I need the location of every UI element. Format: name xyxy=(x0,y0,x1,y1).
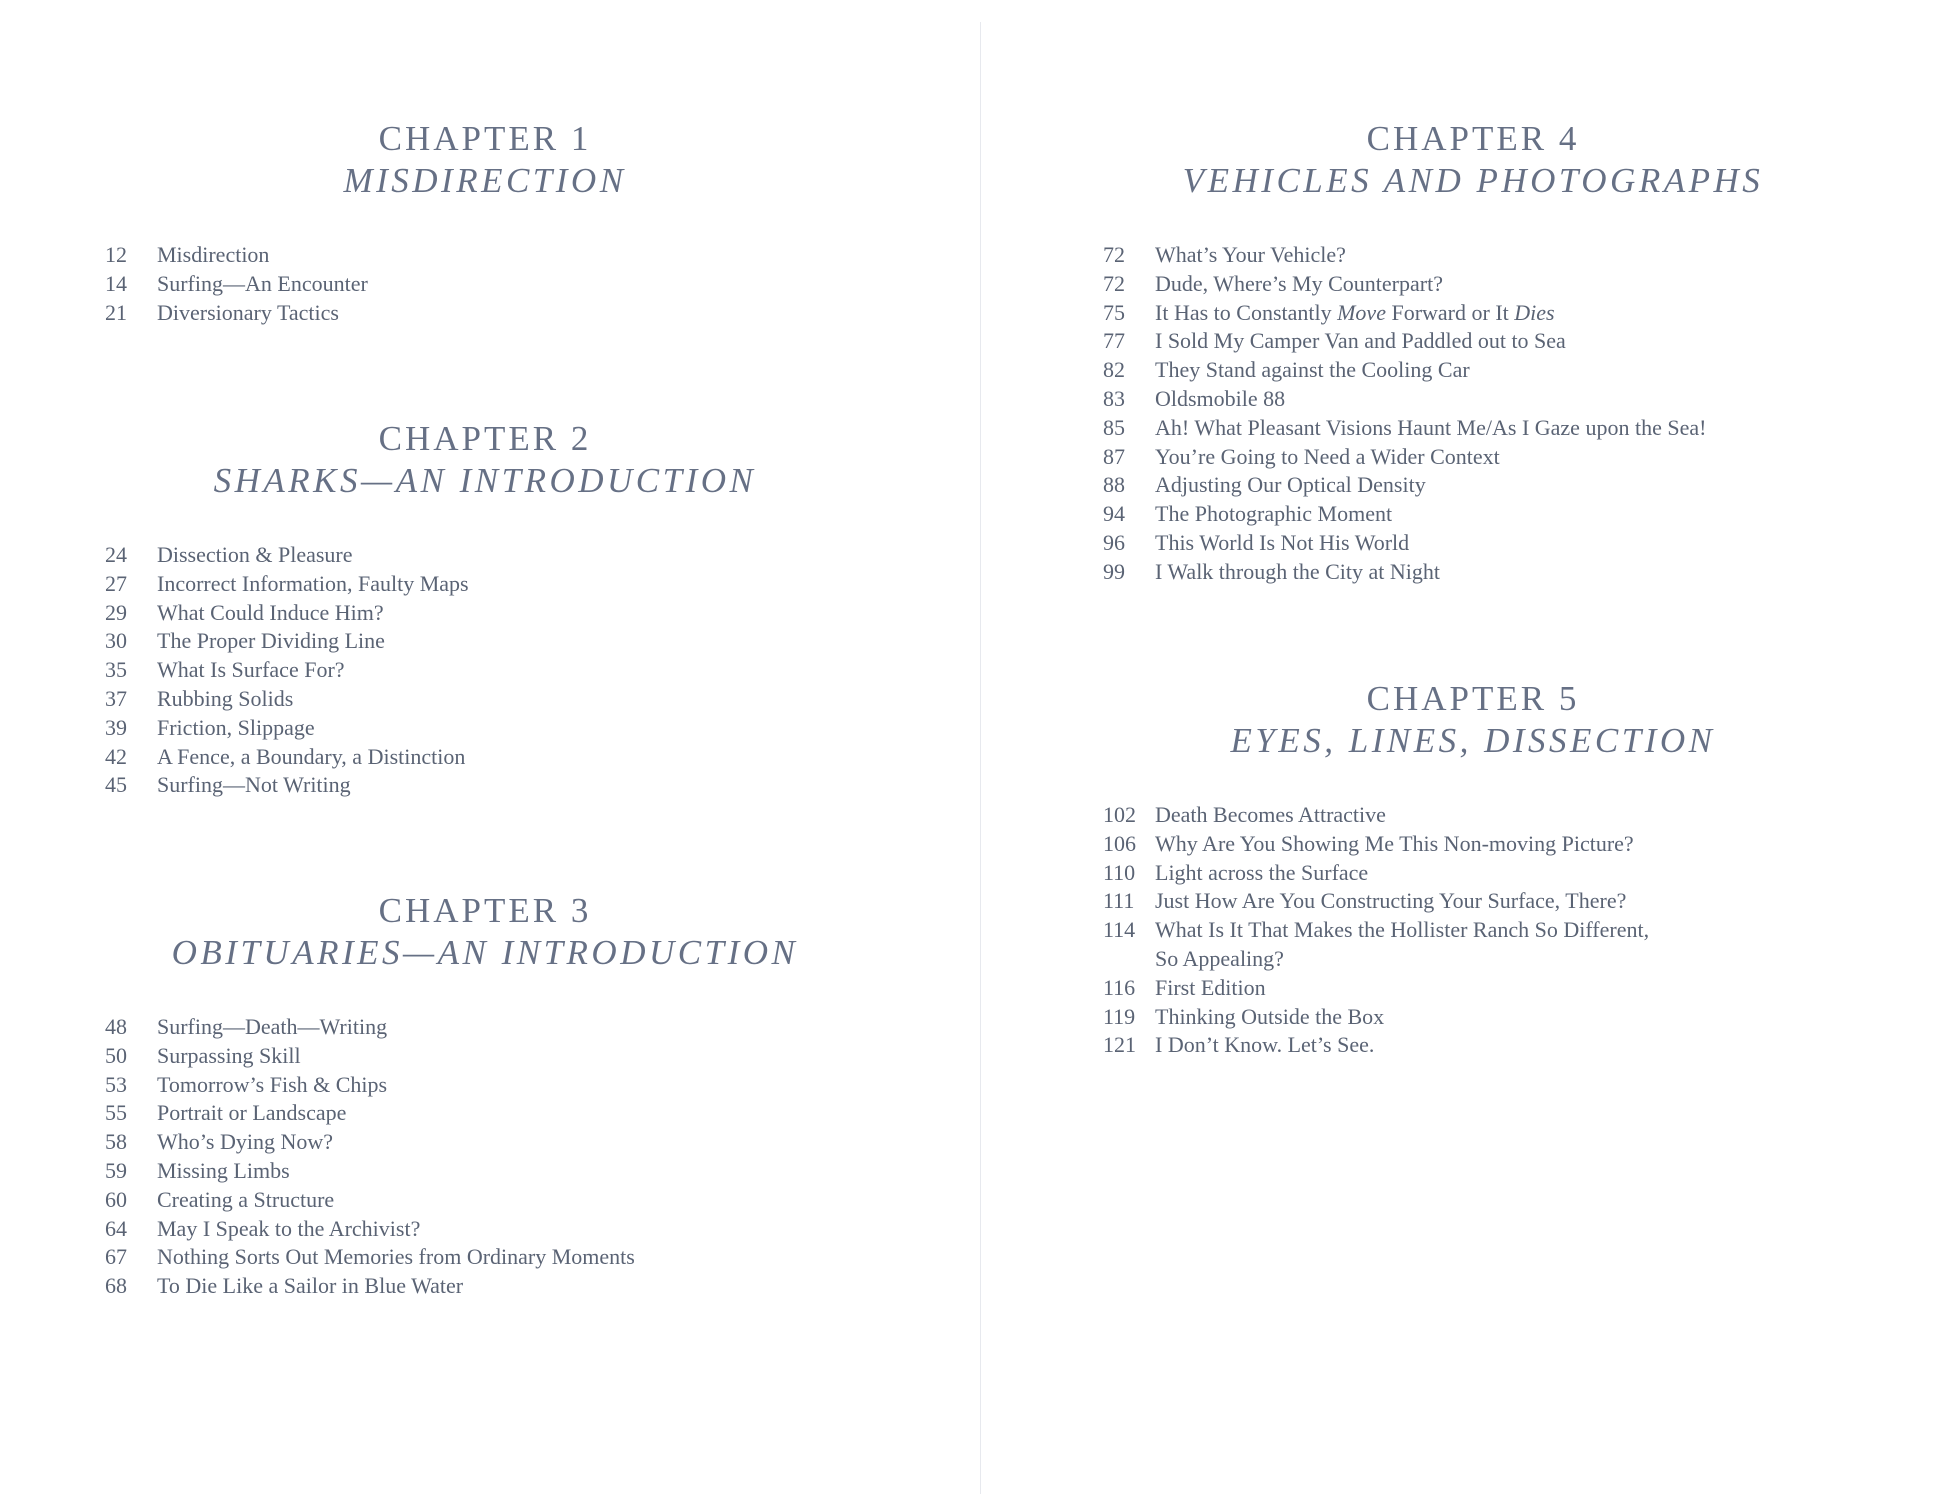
toc-entry[interactable] xyxy=(105,1186,865,1215)
toc-entry[interactable] xyxy=(1103,916,1843,974)
toc-entry[interactable] xyxy=(1103,327,1843,356)
entry-page-number: 53 xyxy=(105,1071,127,1097)
entry-page-number: 12 xyxy=(105,242,127,267)
entry-title: Portrait or Landscape xyxy=(157,1100,347,1126)
toc-entry[interactable] xyxy=(105,685,865,714)
right-page xyxy=(980,0,1941,1500)
entry-page-number: 102 xyxy=(1103,802,1136,827)
chapter-title: MISDIRECTION xyxy=(343,161,627,200)
entry-title: Surfing—Death—Writing xyxy=(157,1014,388,1039)
toc-entry[interactable] xyxy=(105,1042,865,1071)
chapter-3-entries xyxy=(105,1013,865,1301)
toc-entry[interactable] xyxy=(1103,887,1843,916)
entry-page-number: 39 xyxy=(105,714,127,740)
entry-title xyxy=(1155,916,1843,974)
entry-title: Light across the Surface xyxy=(1155,859,1369,885)
entry-title: You’re Going to Need a Wider Context xyxy=(1155,443,1500,469)
chapter-heading xyxy=(1103,678,1843,762)
toc-entry[interactable] xyxy=(105,771,865,800)
entry-title: Tomorrow’s Fish & Chips xyxy=(157,1071,388,1097)
entry-page-number: 114 xyxy=(1103,917,1136,943)
chapter-5 xyxy=(1103,678,1843,1060)
toc-entry[interactable] xyxy=(105,1243,865,1272)
entry-page-number: 94 xyxy=(1103,501,1125,527)
entry-page-number: 14 xyxy=(105,270,127,296)
chapter-title: VEHICLES AND PHOTOGRAPHS xyxy=(1182,161,1764,200)
entry-page-number: 68 xyxy=(105,1273,127,1299)
toc-entry[interactable] xyxy=(105,1099,865,1128)
chapter-heading xyxy=(105,890,865,974)
entry-page-number: 121 xyxy=(1103,1032,1136,1058)
chapter-title: EYES, LINES, DISSECTION xyxy=(1230,721,1716,760)
entry-title: The Photographic Moment xyxy=(1155,501,1393,527)
toc-entry[interactable] xyxy=(105,299,865,328)
entry-title: Surfing—Not Writing xyxy=(157,772,351,798)
entry-title: Why Are You Showing Me This Non-moving Picture? xyxy=(1155,830,1634,856)
entry-title: Adjusting Our Optical Density xyxy=(1155,472,1426,498)
chapter-1-entries xyxy=(105,241,865,327)
toc-entry[interactable] xyxy=(1103,356,1843,385)
toc-entry[interactable] xyxy=(105,1272,865,1301)
entry-page-number: 30 xyxy=(105,628,127,654)
entry-title: Dissection & Pleasure xyxy=(157,542,353,567)
entry-page-number: 116 xyxy=(1103,974,1136,1000)
entry-title: Who’s Dying Now? xyxy=(157,1129,333,1155)
entry-title: Oldsmobile 88 xyxy=(1155,385,1286,411)
entry-title: Nothing Sorts Out Memories from Ordinary Moments xyxy=(157,1244,635,1270)
entry-title: Missing Limbs xyxy=(157,1157,290,1183)
entry-page-number: 24 xyxy=(105,542,127,567)
toc-entry[interactable] xyxy=(105,1013,865,1042)
entry-page-number: 96 xyxy=(1103,529,1125,555)
entry-title: The Proper Dividing Line xyxy=(157,628,385,654)
chapter-number: CHAPTER 2 xyxy=(378,419,592,458)
toc-entry[interactable] xyxy=(1103,974,1843,1003)
entry-title-italic: Dies xyxy=(1514,299,1555,325)
toc-entry[interactable] xyxy=(105,656,865,685)
toc-entry[interactable] xyxy=(1103,385,1843,414)
toc-entry[interactable] xyxy=(1103,443,1843,472)
entry-page-number: 64 xyxy=(105,1215,127,1241)
entry-title: May I Speak to the Archivist? xyxy=(157,1215,421,1241)
entry-page-number: 35 xyxy=(105,657,127,683)
entry-page-number: 60 xyxy=(105,1186,127,1212)
chapter-4 xyxy=(1103,118,1843,587)
entry-page-number: 55 xyxy=(105,1100,127,1126)
entry-title-italic: Move xyxy=(1337,299,1386,325)
entry-title-continuation: So Appealing? xyxy=(1155,945,1284,971)
entry-title: I Don’t Know. Let’s See. xyxy=(1155,1032,1375,1058)
entry-title: They Stand against the Cooling Car xyxy=(1155,357,1470,383)
entry-title: To Die Like a Sailor in Blue Water xyxy=(157,1273,464,1299)
entry-title: Friction, Slippage xyxy=(157,714,315,740)
toc-entry[interactable] xyxy=(105,1215,865,1244)
chapter-heading xyxy=(105,118,865,202)
entry-page-number: 110 xyxy=(1103,859,1136,885)
toc-entry[interactable] xyxy=(1103,270,1843,299)
entry-title: Dude, Where’s My Counterpart? xyxy=(1155,270,1443,296)
entry-title: Misdirection xyxy=(157,242,270,267)
toc-entry[interactable] xyxy=(105,599,865,628)
chapter-3 xyxy=(105,890,865,1301)
entry-title: This World Is Not His World xyxy=(1155,529,1410,555)
chapter-1 xyxy=(105,118,865,327)
toc-entry[interactable] xyxy=(1103,859,1843,888)
toc-entry[interactable] xyxy=(105,541,865,570)
entry-title: What’s Your Vehicle? xyxy=(1155,242,1346,267)
entry-title-line: What Is It That Makes the Hollister Ranch So Different, xyxy=(1155,917,1650,943)
toc-entry[interactable] xyxy=(105,714,865,743)
entry-title: Creating a Structure xyxy=(157,1186,335,1212)
toc-entry[interactable] xyxy=(105,743,865,772)
entry-page-number: 119 xyxy=(1103,1003,1136,1029)
entry-page-number: 21 xyxy=(105,299,127,325)
entry-page-number: 77 xyxy=(1103,328,1125,354)
entry-title: First Edition xyxy=(1155,974,1266,1000)
entry-page-number: 45 xyxy=(105,772,127,798)
entry-page-number: 48 xyxy=(105,1014,127,1039)
chapter-heading xyxy=(1103,118,1843,202)
toc-entry[interactable] xyxy=(1103,558,1843,587)
entry-title: Thinking Outside the Box xyxy=(1155,1003,1385,1029)
entry-title: Ah! What Pleasant Visions Haunt Me/As I Gaze upon the Sea! xyxy=(1155,414,1707,440)
entry-title: A Fence, a Boundary, a Distinction xyxy=(157,743,466,769)
chapter-number: CHAPTER 4 xyxy=(1366,119,1580,158)
entry-page-number: 83 xyxy=(1103,385,1125,411)
chapter-number: CHAPTER 3 xyxy=(378,891,592,930)
toc-entry[interactable] xyxy=(1103,529,1843,558)
entry-title: I Walk through the City at Night xyxy=(1155,558,1441,584)
chapter-2 xyxy=(105,418,865,800)
entry-page-number: 75 xyxy=(1103,299,1125,325)
entry-page-number: 72 xyxy=(1103,270,1125,296)
chapter-heading xyxy=(105,418,865,502)
entry-page-number: 82 xyxy=(1103,357,1125,383)
toc-entry[interactable] xyxy=(105,241,865,270)
entry-page-number: 72 xyxy=(1103,242,1125,267)
entry-title: Just How Are You Constructing Your Surface, There? xyxy=(1155,888,1627,914)
entry-page-number: 50 xyxy=(105,1042,127,1068)
toc-entry[interactable] xyxy=(1103,414,1843,443)
chapter-4-entries xyxy=(1103,241,1843,587)
entry-page-number: 88 xyxy=(1103,472,1125,498)
entry-title: Death Becomes Attractive xyxy=(1155,802,1386,827)
entry-title: Incorrect Information, Faulty Maps xyxy=(157,570,469,596)
entry-title-part: Forward or It xyxy=(1385,299,1515,325)
toc-entry[interactable] xyxy=(1103,801,1843,830)
entry-page-number: 42 xyxy=(105,743,127,769)
entry-title: What Could Induce Him? xyxy=(157,599,384,625)
entry-title xyxy=(1155,299,1843,328)
chapter-title: OBITUARIES—AN INTRODUCTION xyxy=(171,933,799,972)
entry-title: I Sold My Camper Van and Paddled out to Sea xyxy=(1155,328,1566,354)
toc-entry[interactable] xyxy=(1103,471,1843,500)
entry-page-number: 106 xyxy=(1103,830,1136,856)
toc-entry[interactable] xyxy=(105,1157,865,1186)
entry-page-number: 67 xyxy=(105,1244,127,1270)
entry-title: Rubbing Solids xyxy=(157,685,294,711)
entry-title: Diversionary Tactics xyxy=(157,299,339,325)
toc-entry[interactable] xyxy=(1103,500,1843,529)
entry-page-number: 87 xyxy=(1103,443,1125,469)
entry-page-number: 58 xyxy=(105,1129,127,1155)
chapter-5-entries xyxy=(1103,801,1843,1060)
toc-entry[interactable] xyxy=(1103,830,1843,859)
toc-entry[interactable] xyxy=(105,1128,865,1157)
entry-page-number: 29 xyxy=(105,599,127,625)
entry-page-number: 37 xyxy=(105,685,127,711)
entry-page-number: 59 xyxy=(105,1157,127,1183)
entry-page-number: 27 xyxy=(105,570,127,596)
toc-entry[interactable] xyxy=(1103,1031,1843,1060)
entry-title: Surpassing Skill xyxy=(157,1042,301,1068)
entry-title-part: It Has to Constantly xyxy=(1155,299,1338,325)
toc-entry[interactable] xyxy=(1103,1003,1843,1032)
entry-page-number: 85 xyxy=(1103,414,1125,440)
chapter-title: SHARKS—AN INTRODUCTION xyxy=(213,461,757,500)
entry-page-number: 111 xyxy=(1103,888,1135,914)
toc-entry[interactable] xyxy=(105,627,865,656)
toc-entry[interactable] xyxy=(1103,299,1843,328)
entry-title: What Is Surface For? xyxy=(157,657,345,683)
toc-entry[interactable] xyxy=(1103,241,1843,270)
chapter-number: CHAPTER 1 xyxy=(378,119,592,158)
entry-page-number: 99 xyxy=(1103,558,1125,584)
chapter-2-entries xyxy=(105,541,865,800)
chapter-number: CHAPTER 5 xyxy=(1366,679,1580,718)
entry-title: Surfing—An Encounter xyxy=(157,270,368,296)
toc-entry[interactable] xyxy=(105,1071,865,1100)
toc-entry[interactable] xyxy=(105,570,865,599)
toc-entry[interactable] xyxy=(105,270,865,299)
